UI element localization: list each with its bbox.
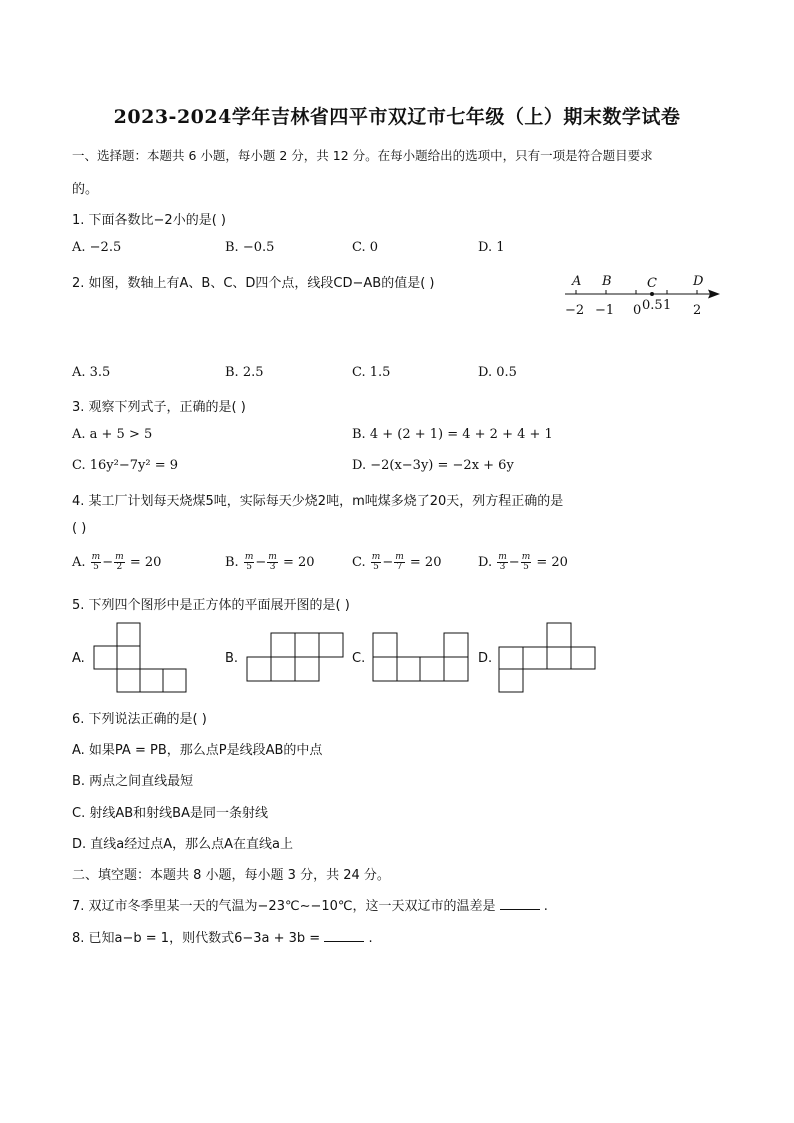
fraction-b-2: $\frac{m}{3}$	[268, 552, 277, 572]
q4-option-d-rhs: = 20	[536, 555, 568, 570]
question-2-stem: 2. 如图，数轴上有A、B、C、D四个点，线段CD−AB的值是( )	[72, 276, 435, 291]
question-8-stem: 8. 已知a−b = 1，则代数式6−3a + 3b =	[72, 931, 321, 946]
section-heading-choice-cont: 的。	[72, 182, 99, 197]
answer-blank-8[interactable]	[324, 929, 364, 942]
q5-option-b-letter: B.	[225, 651, 239, 666]
tick-label-minus-2: −2	[565, 303, 585, 318]
q4-option-b-rhs: = 20	[282, 555, 315, 570]
point-c-dot	[650, 292, 654, 296]
q4-option-c: C. $\frac{m}{5}$ − $\frac{m}{7}$ = 20	[352, 552, 442, 572]
question-8-end: .	[368, 931, 373, 946]
q4-option-a-rhs: = 20	[129, 555, 162, 570]
q1-option-b: B. −0.5	[225, 240, 275, 255]
q4-option-c-rhs: = 20	[409, 555, 442, 570]
q4-option-d-letter: D.	[478, 555, 493, 570]
question-1-stem: 1. 下面各数比−2小的是( )	[72, 213, 226, 228]
tick-label-minus-1: −1	[595, 303, 615, 318]
q3-option-d: D. −2(x−3y) = −2x + 6y	[352, 458, 514, 473]
question-5-stem: 5. 下列四个图形中是正方体的平面展开图的是( )	[72, 598, 350, 613]
page-title: 2023-2024学年吉林省四平市双辽市七年级（上）期末数学试卷	[113, 106, 681, 128]
q3-option-c: C. 16y²−7y² = 9	[72, 458, 178, 473]
q2-option-d: D. 0.5	[478, 365, 517, 380]
q6-option-c: C. 射线AB和射线BA是同一条射线	[72, 806, 268, 821]
question-7	[72, 895, 548, 914]
q4-option-a-letter: A.	[72, 555, 86, 570]
question-7-end: .	[543, 899, 548, 914]
q3-option-a: A. a + 5 > 5	[72, 427, 153, 442]
cube-net-a	[92, 622, 192, 692]
q6-option-a: A. 如果PA = PB，那么点P是线段AB的中点	[72, 743, 323, 758]
cube-net-c	[373, 632, 473, 682]
q2-option-c: C. 1.5	[352, 365, 391, 380]
question-4-stem-cont: ( )	[72, 521, 87, 536]
tick-label-0: 0	[633, 303, 642, 318]
q1-option-c: C. 0	[352, 240, 379, 255]
number-line-figure	[560, 270, 730, 320]
question-8	[72, 927, 373, 946]
section-heading-choice: 一、选择题：本题共 6 小题，每小题 2 分，共 12 分。在每小题给出的选项中，只有一项是符合题目要求	[72, 148, 653, 163]
section-heading-fill-in: 二、填空题：本题共 8 小题，每小题 3 分，共 24 分。	[72, 868, 390, 883]
fraction-d-1: $\frac{m}{3}$	[498, 552, 507, 572]
q3-option-b: B. 4 + (2 + 1) = 4 + 2 + 4 + 1	[352, 427, 553, 442]
q1-option-a: A. −2.5	[72, 240, 122, 255]
q4-option-c-letter: C.	[352, 555, 366, 570]
q6-option-b: B. 两点之间直线最短	[72, 774, 194, 789]
q6-option-d: D. 直线a经过点A，那么点A在直线a上	[72, 837, 293, 852]
q4-option-d: D. $\frac{m}{3}$ − $\frac{m}{5}$ = 20	[478, 552, 568, 572]
q5-option-c-letter: C.	[352, 651, 366, 666]
cube-net-d	[499, 622, 599, 692]
question-6-stem: 6. 下列说法正确的是( )	[72, 712, 207, 727]
q5-option-d-letter: D.	[478, 651, 493, 666]
point-label-b: B	[602, 274, 612, 289]
cube-net-b	[247, 632, 352, 682]
tick-label-2: 2	[693, 303, 702, 318]
q2-option-a: A. 3.5	[72, 365, 111, 380]
q4-option-a: A. $\frac{m}{5}$ − $\frac{m}{2}$ = 20	[72, 552, 162, 572]
fraction-b-1: $\frac{m}{5}$	[244, 552, 254, 572]
fraction-c-2: $\frac{m}{7}$	[395, 552, 404, 572]
tick-label-1: 1	[663, 298, 672, 313]
fraction-a-1: $\frac{m}{5}$	[91, 552, 101, 572]
q5-option-a-letter: A.	[72, 651, 85, 666]
q2-option-b: B. 2.5	[225, 365, 264, 380]
q4-option-b: B. $\frac{m}{5}$ − $\frac{m}{3}$ = 20	[225, 552, 315, 572]
tick-label-0-5: 0.5	[642, 298, 663, 313]
answer-blank-7[interactable]	[500, 897, 540, 910]
fraction-a-2: $\frac{m}{2}$	[115, 552, 124, 572]
fraction-d-2: $\frac{m}{5}$	[521, 552, 531, 572]
question-4-stem: 4. 某工厂计划每天烧煤5吨，实际每天少烧2吨，m吨煤多烧了20天，列方程正确的是	[72, 494, 564, 509]
q1-option-d: D. 1	[478, 240, 505, 255]
question-7-stem: 7. 双辽市冬季里某一天的气温为−23℃∼−10℃，这一天双辽市的温差是	[72, 899, 496, 914]
point-label-c: C	[647, 276, 657, 291]
point-label-a: A	[572, 274, 582, 289]
fraction-c-1: $\frac{m}{5}$	[371, 552, 381, 572]
point-label-d: D	[693, 274, 704, 289]
q4-option-b-letter: B.	[225, 555, 239, 570]
question-3-stem: 3. 观察下列式子，正确的是( )	[72, 400, 246, 415]
